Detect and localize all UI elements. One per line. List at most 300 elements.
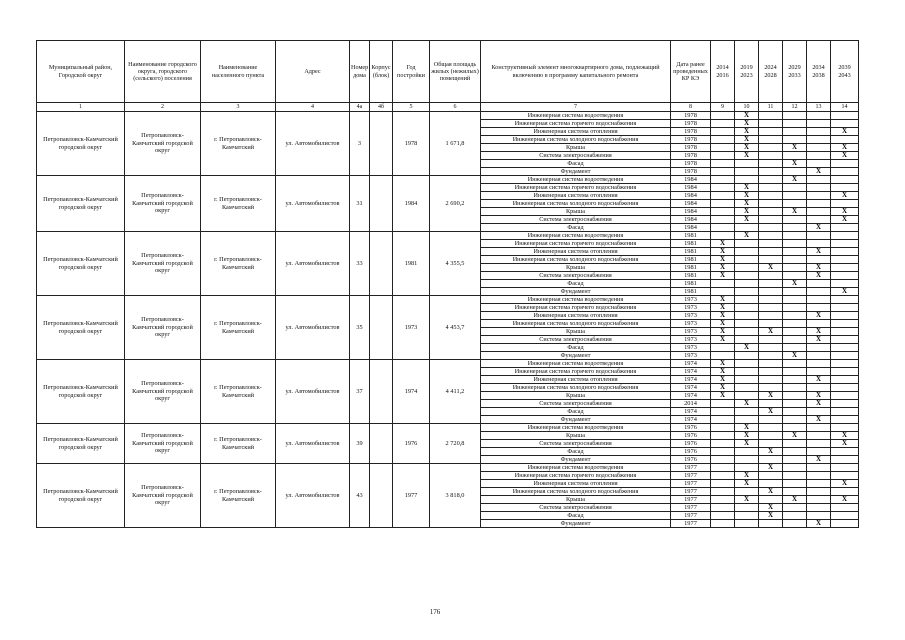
period-mark-cell: X <box>735 184 759 192</box>
repair-date-cell: 1978 <box>671 120 711 128</box>
element-cell: Инженерная система холодного водоснабжения <box>481 384 671 392</box>
repair-date-cell: 1976 <box>671 448 711 456</box>
period-mark-cell <box>807 512 831 520</box>
period-mark-cell <box>831 416 859 424</box>
period-mark-cell: X <box>831 440 859 448</box>
repair-date-cell: 1977 <box>671 488 711 496</box>
header-row <box>37 41 859 103</box>
period-mark-cell <box>807 304 831 312</box>
period-mark-cell <box>735 272 759 280</box>
period-mark-cell <box>711 416 735 424</box>
repair-date-cell: 1984 <box>671 184 711 192</box>
period-mark-cell <box>783 440 807 448</box>
period-mark-cell <box>831 112 859 120</box>
period-mark-cell <box>711 464 735 472</box>
repair-date-cell: 1977 <box>671 520 711 528</box>
period-mark-cell <box>807 240 831 248</box>
period-mark-cell <box>831 488 859 496</box>
period-mark-cell <box>759 232 783 240</box>
period-mark-cell <box>711 480 735 488</box>
period-mark-cell: X <box>735 472 759 480</box>
column-header: Год постройки <box>393 41 430 103</box>
column-number: 6 <box>430 103 481 112</box>
period-mark-cell <box>807 368 831 376</box>
period-mark-cell <box>783 464 807 472</box>
period-mark-cell: X <box>759 464 783 472</box>
period-mark-cell <box>807 144 831 152</box>
period-mark-cell <box>783 232 807 240</box>
period-mark-cell <box>831 312 859 320</box>
period-mark-cell <box>711 512 735 520</box>
period-mark-cell <box>783 456 807 464</box>
column-number: 10 <box>735 103 759 112</box>
period-mark-cell <box>783 488 807 496</box>
element-cell: Инженерная система горячего водоснабжения <box>481 184 671 192</box>
period-mark-cell <box>783 416 807 424</box>
column-number: 7 <box>481 103 671 112</box>
element-cell: Инженерная система водоотведения <box>481 360 671 368</box>
element-cell: Крыша <box>481 264 671 272</box>
period-mark-cell <box>783 344 807 352</box>
period-mark-cell: X <box>735 144 759 152</box>
repair-date-cell: 1973 <box>671 344 711 352</box>
period-mark-cell <box>831 240 859 248</box>
period-mark-cell <box>759 384 783 392</box>
element-cell: Крыша <box>481 496 671 504</box>
period-mark-cell <box>831 160 859 168</box>
period-mark-cell <box>807 360 831 368</box>
address-cell: ул. Автомобилистов <box>276 296 350 360</box>
repair-date-cell: 1984 <box>671 200 711 208</box>
period-mark-cell <box>735 376 759 384</box>
period-mark-cell: X <box>807 224 831 232</box>
period-mark-cell: X <box>783 352 807 360</box>
period-mark-cell <box>831 520 859 528</box>
block-cell <box>370 424 393 464</box>
period-mark-cell <box>783 128 807 136</box>
period-mark-cell <box>783 360 807 368</box>
period-mark-cell <box>759 272 783 280</box>
column-number: 12 <box>783 103 807 112</box>
element-cell: Фундамент <box>481 352 671 360</box>
period-mark-cell <box>735 280 759 288</box>
repair-date-cell: 1978 <box>671 136 711 144</box>
period-mark-cell <box>711 112 735 120</box>
period-mark-cell <box>711 184 735 192</box>
period-mark-cell: X <box>711 272 735 280</box>
repair-date-cell: 1976 <box>671 440 711 448</box>
period-mark-cell <box>735 304 759 312</box>
house-number-cell: 37 <box>350 360 370 424</box>
element-cell: Фасад <box>481 160 671 168</box>
district-cell: Петропавловск-Камчатский городской округ <box>37 360 125 424</box>
column-header: Корпус (блок) <box>370 41 393 103</box>
period-mark-cell <box>735 384 759 392</box>
element-cell: Инженерная система холодного водоснабжения <box>481 136 671 144</box>
period-mark-cell <box>759 312 783 320</box>
period-mark-cell <box>711 344 735 352</box>
repair-date-cell: 1984 <box>671 208 711 216</box>
period-mark-cell <box>831 376 859 384</box>
period-mark-cell <box>735 504 759 512</box>
column-header: Адрес <box>276 41 350 103</box>
period-mark-cell <box>711 168 735 176</box>
period-mark-cell <box>831 248 859 256</box>
period-mark-cell <box>783 192 807 200</box>
period-mark-cell <box>783 424 807 432</box>
repair-program-table <box>36 40 859 528</box>
settlement-cell: Петропавловск-Камчатский городской округ <box>125 112 201 176</box>
build-year-cell: 1973 <box>393 296 430 360</box>
table-row <box>37 112 859 120</box>
column-header: Наименование городского округа, городского (сельского) поселения <box>125 41 201 103</box>
repair-date-cell: 1984 <box>671 192 711 200</box>
period-mark-cell: X <box>759 408 783 416</box>
element-cell: Фундамент <box>481 416 671 424</box>
address-cell: ул. Автомобилистов <box>276 176 350 232</box>
element-cell: Инженерная система холодного водоснабжения <box>481 488 671 496</box>
period-mark-cell <box>735 288 759 296</box>
period-mark-cell <box>807 424 831 432</box>
period-mark-cell <box>831 424 859 432</box>
period-mark-cell <box>735 368 759 376</box>
period-mark-cell <box>711 424 735 432</box>
period-mark-cell: X <box>711 312 735 320</box>
period-mark-cell <box>711 200 735 208</box>
period-mark-cell <box>831 400 859 408</box>
period-mark-cell <box>759 520 783 528</box>
element-cell: Система электроснабжения <box>481 400 671 408</box>
period-mark-cell <box>735 408 759 416</box>
period-mark-cell <box>831 512 859 520</box>
element-cell: Система электроснабжения <box>481 152 671 160</box>
period-mark-cell: X <box>831 496 859 504</box>
locality-cell: г. Петропавловск-Камчатский <box>201 424 276 464</box>
repair-date-cell: 1978 <box>671 168 711 176</box>
period-mark-cell <box>759 136 783 144</box>
period-mark-cell <box>759 296 783 304</box>
period-mark-cell <box>711 224 735 232</box>
period-mark-cell <box>831 200 859 208</box>
period-mark-cell: X <box>759 504 783 512</box>
period-mark-cell <box>831 368 859 376</box>
period-mark-cell: X <box>831 144 859 152</box>
period-mark-cell <box>735 176 759 184</box>
period-mark-cell <box>711 232 735 240</box>
build-year-cell: 1984 <box>393 176 430 232</box>
element-cell: Фасад <box>481 280 671 288</box>
period-mark-cell: X <box>735 136 759 144</box>
period-mark-cell: X <box>807 416 831 424</box>
period-mark-cell <box>783 448 807 456</box>
repair-date-cell: 1981 <box>671 256 711 264</box>
element-cell: Крыша <box>481 328 671 336</box>
element-cell: Инженерная система горячего водоснабжения <box>481 472 671 480</box>
period-mark-cell <box>735 456 759 464</box>
period-mark-cell <box>807 408 831 416</box>
area-cell: 4 355,5 <box>430 232 481 296</box>
column-header: 2034 2038 <box>807 41 831 103</box>
period-mark-cell <box>807 488 831 496</box>
period-mark-cell: X <box>735 208 759 216</box>
period-mark-cell: X <box>807 456 831 464</box>
period-mark-cell <box>711 448 735 456</box>
period-mark-cell <box>735 256 759 264</box>
period-mark-cell <box>807 496 831 504</box>
repair-date-cell: 1974 <box>671 368 711 376</box>
period-mark-cell <box>831 408 859 416</box>
period-mark-cell <box>759 216 783 224</box>
period-mark-cell <box>711 216 735 224</box>
element-cell: Инженерная система холодного водоснабжения <box>481 256 671 264</box>
element-cell: Инженерная система водоотведения <box>481 464 671 472</box>
period-mark-cell: X <box>783 144 807 152</box>
period-mark-cell <box>759 248 783 256</box>
period-mark-cell <box>735 264 759 272</box>
element-cell: Фундамент <box>481 456 671 464</box>
period-mark-cell <box>759 336 783 344</box>
repair-date-cell: 1976 <box>671 456 711 464</box>
period-mark-cell <box>735 520 759 528</box>
period-mark-cell: X <box>807 168 831 176</box>
element-cell: Инженерная система водоотведения <box>481 232 671 240</box>
district-cell: Петропавловск-Камчатский городской округ <box>37 176 125 232</box>
period-mark-cell <box>735 448 759 456</box>
locality-cell: г. Петропавловск-Камчатский <box>201 296 276 360</box>
locality-cell: г. Петропавловск-Камчатский <box>201 232 276 296</box>
repair-date-cell: 1981 <box>671 280 711 288</box>
period-mark-cell <box>783 400 807 408</box>
period-mark-cell <box>807 112 831 120</box>
period-mark-cell <box>711 488 735 496</box>
period-mark-cell <box>831 384 859 392</box>
period-mark-cell: X <box>711 240 735 248</box>
repair-date-cell: 1976 <box>671 432 711 440</box>
block-cell <box>370 360 393 424</box>
period-mark-cell: X <box>807 272 831 280</box>
column-header: Наименование населенного пункта <box>201 41 276 103</box>
period-mark-cell <box>783 136 807 144</box>
period-mark-cell <box>783 320 807 328</box>
period-mark-cell: X <box>711 384 735 392</box>
period-mark-cell <box>759 456 783 464</box>
period-mark-cell <box>807 256 831 264</box>
element-cell: Инженерная система отопления <box>481 128 671 136</box>
settlement-cell: Петропавловск-Камчатский городской округ <box>125 360 201 424</box>
period-mark-cell: X <box>735 232 759 240</box>
period-mark-cell <box>783 240 807 248</box>
period-mark-cell <box>807 128 831 136</box>
repair-date-cell: 1977 <box>671 472 711 480</box>
period-mark-cell <box>759 344 783 352</box>
column-number: 13 <box>807 103 831 112</box>
element-cell: Фасад <box>481 448 671 456</box>
block-cell <box>370 296 393 360</box>
period-mark-cell: X <box>783 208 807 216</box>
period-mark-cell <box>759 288 783 296</box>
period-mark-cell: X <box>807 336 831 344</box>
period-mark-cell <box>759 472 783 480</box>
period-mark-cell: X <box>831 216 859 224</box>
period-mark-cell <box>831 264 859 272</box>
settlement-cell: Петропавловск-Камчатский городской округ <box>125 176 201 232</box>
period-mark-cell <box>783 472 807 480</box>
period-mark-cell: X <box>831 208 859 216</box>
period-mark-cell <box>759 368 783 376</box>
repair-date-cell: 1981 <box>671 288 711 296</box>
period-mark-cell <box>831 280 859 288</box>
period-mark-cell <box>831 296 859 304</box>
period-mark-cell: X <box>807 520 831 528</box>
period-mark-cell: X <box>759 448 783 456</box>
period-mark-cell: X <box>711 368 735 376</box>
period-mark-cell <box>783 336 807 344</box>
area-cell: 2 690,2 <box>430 176 481 232</box>
period-mark-cell <box>735 312 759 320</box>
column-header: 2019 2023 <box>735 41 759 103</box>
period-mark-cell <box>831 392 859 400</box>
repair-date-cell: 1974 <box>671 392 711 400</box>
period-mark-cell: X <box>759 264 783 272</box>
period-mark-cell <box>759 440 783 448</box>
period-mark-cell <box>711 504 735 512</box>
period-mark-cell <box>759 376 783 384</box>
period-mark-cell <box>783 296 807 304</box>
repair-date-cell: 1984 <box>671 176 711 184</box>
period-mark-cell: X <box>831 432 859 440</box>
address-cell: ул. Автомобилистов <box>276 464 350 528</box>
period-mark-cell <box>831 320 859 328</box>
period-mark-cell <box>711 160 735 168</box>
period-mark-cell <box>711 352 735 360</box>
period-mark-cell <box>735 416 759 424</box>
district-cell: Петропавловск-Камчатский городской округ <box>37 112 125 176</box>
repair-date-cell: 1978 <box>671 112 711 120</box>
period-mark-cell <box>783 368 807 376</box>
period-mark-cell: X <box>807 328 831 336</box>
period-mark-cell <box>711 520 735 528</box>
period-mark-cell <box>783 480 807 488</box>
repair-date-cell: 1981 <box>671 232 711 240</box>
period-mark-cell <box>831 352 859 360</box>
period-mark-cell <box>783 200 807 208</box>
period-mark-cell <box>783 304 807 312</box>
period-mark-cell <box>759 184 783 192</box>
period-mark-cell <box>711 176 735 184</box>
period-mark-cell: X <box>735 200 759 208</box>
column-header: 2014 2016 <box>711 41 735 103</box>
element-cell: Фундамент <box>481 520 671 528</box>
period-mark-cell <box>807 232 831 240</box>
period-mark-cell <box>807 440 831 448</box>
address-cell: ул. Автомобилистов <box>276 424 350 464</box>
period-mark-cell: X <box>711 320 735 328</box>
period-mark-cell: X <box>735 192 759 200</box>
period-mark-cell <box>807 216 831 224</box>
period-mark-cell <box>831 456 859 464</box>
period-mark-cell <box>783 112 807 120</box>
repair-date-cell: 1977 <box>671 512 711 520</box>
column-number: 2 <box>125 103 201 112</box>
area-cell: 2 720,8 <box>430 424 481 464</box>
period-mark-cell: X <box>735 128 759 136</box>
table-row <box>37 176 859 184</box>
period-mark-cell <box>831 336 859 344</box>
period-mark-cell <box>759 432 783 440</box>
period-mark-cell <box>759 280 783 288</box>
period-mark-cell <box>759 400 783 408</box>
period-mark-cell <box>831 168 859 176</box>
repair-date-cell: 1973 <box>671 304 711 312</box>
period-mark-cell <box>711 136 735 144</box>
district-cell: Петропавловск-Камчатский городской округ <box>37 232 125 296</box>
house-number-cell: 35 <box>350 296 370 360</box>
period-mark-cell: X <box>807 312 831 320</box>
repair-date-cell: 1974 <box>671 416 711 424</box>
element-cell: Инженерная система холодного водоснабжения <box>481 200 671 208</box>
period-mark-cell: X <box>735 152 759 160</box>
house-number-cell: 39 <box>350 424 370 464</box>
repair-date-cell: 1984 <box>671 224 711 232</box>
period-mark-cell <box>711 432 735 440</box>
area-cell: 1 671,8 <box>430 112 481 176</box>
column-number: 4а <box>350 103 370 112</box>
period-mark-cell <box>783 264 807 272</box>
period-mark-cell <box>807 288 831 296</box>
repair-date-cell: 1978 <box>671 144 711 152</box>
period-mark-cell <box>783 408 807 416</box>
period-mark-cell <box>759 320 783 328</box>
element-cell: Инженерная система горячего водоснабжения <box>481 240 671 248</box>
period-mark-cell: X <box>711 264 735 272</box>
repair-date-cell: 1977 <box>671 496 711 504</box>
element-cell: Инженерная система отопления <box>481 376 671 384</box>
period-mark-cell <box>735 352 759 360</box>
period-mark-cell <box>831 328 859 336</box>
element-cell: Инженерная система горячего водоснабжения <box>481 120 671 128</box>
column-number: 9 <box>711 103 735 112</box>
period-mark-cell <box>783 376 807 384</box>
repair-date-cell: 1981 <box>671 240 711 248</box>
period-mark-cell <box>807 120 831 128</box>
period-mark-cell <box>831 448 859 456</box>
element-cell: Инженерная система горячего водоснабжения <box>481 304 671 312</box>
period-mark-cell <box>759 360 783 368</box>
period-mark-cell: X <box>711 376 735 384</box>
period-mark-cell: X <box>735 496 759 504</box>
period-mark-cell <box>831 256 859 264</box>
period-mark-cell <box>783 152 807 160</box>
period-mark-cell <box>783 184 807 192</box>
repair-date-cell: 1977 <box>671 480 711 488</box>
element-cell: Инженерная система отопления <box>481 192 671 200</box>
period-mark-cell <box>759 208 783 216</box>
period-mark-cell <box>807 136 831 144</box>
period-mark-cell: X <box>759 488 783 496</box>
period-mark-cell <box>759 496 783 504</box>
period-mark-cell: X <box>711 304 735 312</box>
block-cell <box>370 232 393 296</box>
period-mark-cell <box>711 408 735 416</box>
period-mark-cell <box>807 160 831 168</box>
period-mark-cell <box>759 152 783 160</box>
address-cell: ул. Автомобилистов <box>276 232 350 296</box>
period-mark-cell <box>735 336 759 344</box>
period-mark-cell <box>783 224 807 232</box>
settlement-cell: Петропавловск-Камчатский городской округ <box>125 296 201 360</box>
column-header: 2024 2028 <box>759 41 783 103</box>
period-mark-cell: X <box>711 256 735 264</box>
